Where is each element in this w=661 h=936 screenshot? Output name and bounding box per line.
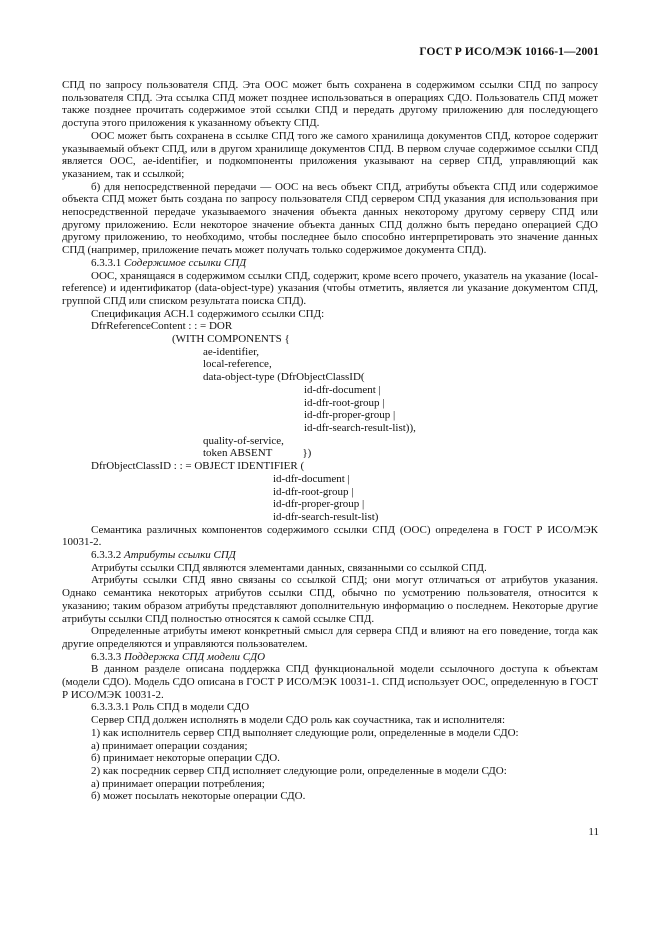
code-line: DfrReferenceContent : : = DOR <box>91 320 233 333</box>
page-header: ГОСТ Р ИСО/МЭК 10166-1—2001 <box>419 46 599 58</box>
section-heading: 6.3.3.3.1 Роль СПД в модели СДО <box>91 701 250 714</box>
section-title: Поддержка СПД модели СДО <box>124 650 266 663</box>
paragraph: Определенные атрибуты имеют конкретный смысл для сервера СПД и влияют на его поведение, тогда как другие определяются и управляются пользователем. <box>62 625 598 650</box>
section-heading <box>62 549 598 562</box>
paragraph: Семантика различных компонентов содержимого ссылки СПД (ООС) определена в ГОСТ Р ИСО/МЭК 10031-2. <box>62 523 598 549</box>
code-line: ae-identifier, <box>203 345 260 358</box>
paragraph: ООС, хранящаяся в содержимом ссылки СПД, содержит, кроме всего прочего, указатель на указание (local-reference) и идентификатор (data-object-type) указания (чтобы отметить, является ли указание документом СПД, группой СПД или списком результата поиска СПД). <box>62 269 598 307</box>
section-number: 6.3.3.2 <box>91 549 122 562</box>
section-title: Содержимое ссылки СПД <box>124 256 247 269</box>
paragraph: СПД по запросу пользователя СПД. Эта ООС может быть сохранена в содержимом ссылки СПД по запросу пользователя СПД. Эта ссылка СПД может позднее использоваться в операциях СДО. Пользователь СПД может также позднее прочитать содержимое этой ссылки СПД и передать другому приложению для последующего доступа этого приложения к указанному объекту СПД. <box>62 79 598 130</box>
code-line: id-dfr-document | <box>304 383 381 396</box>
section-number: 6.3.3.1 <box>91 256 122 269</box>
code-token: }) <box>302 447 312 460</box>
list-item: 2) как посредник сервер СПД исполняет следующие роли, определенные в модели СДО: <box>91 764 507 777</box>
paragraph: б) для непосредственной передачи — ООС на весь объект СПД, атрибуты объекта СПД или содержимое объекта СПД может быть создана по запросу пользователя СПД сервером СПД указания для использования при непосредственной передаче указываемого значения объекта данных некоторому другому серверу СПД или другому приложению. Если некоторое значение объекта данных СПД должно быть передано операцией СДО другому приложению, то необходимо, чтобы последнее было способно интерпретировать это значение данных СПД (например, приложение печать может получать только содержимое документа СПД). <box>62 180 598 257</box>
section-heading <box>62 257 598 270</box>
code-line: (WITH COMPONENTS { <box>172 333 290 346</box>
paragraph: ООС может быть сохранена в ссылке СПД того же самого хранилища документов СПД, которое содержит указываемый объект СПД, или в другом хранилище документов СПД. В первом случае содержимое ссылки СПД является ООС, ae-identifier, и подкомпоненты приложения указывают на сервер СПД, управляющий как указанием, так и ссылкой; <box>62 129 598 180</box>
list-item: б) принимает некоторые операции СДО. <box>91 752 280 765</box>
paragraph: В данном разделе описана поддержка СПД функциональной модели ссылочного доступа к объектам (модели СДО). Модель СДО описана в ГОСТ Р ИСО/МЭК 10031-1. СПД использует ООС, определенную в ГОСТ Р ИСО/МЭК 10031-2. <box>62 663 598 701</box>
code-line: id-dfr-search-result-list)), <box>304 421 416 434</box>
code-line: DfrObjectClassID : : = OBJECT IDENTIFIER ( <box>91 460 305 473</box>
section-number: 6.3.3.3 <box>91 650 122 663</box>
section-title: Атрибуты ссылки СПД <box>124 549 236 562</box>
section-heading <box>62 651 598 664</box>
paragraph: Спецификация АСН.1 содержимого ссылки СПД: <box>91 307 325 320</box>
paragraph: Атрибуты ссылки СПД явно связаны со ссылкой СПД; они могут отличаться от атрибутов указания. Однако семантика некоторых атрибутов ссылки СПД, обычно по усмотрению пользователя, относится к указанию; таким образом атрибуты представляют дополнительную информацию о последнем. Некоторые другие атрибуты ссылки СПД полностью относятся к самой ссылке СПД. <box>62 574 598 625</box>
code-line: id-dfr-root-group | <box>304 396 385 409</box>
code-line <box>62 447 598 460</box>
code-line: id-dfr-proper-group | <box>304 409 396 422</box>
code-line: id-dfr-document | <box>273 472 350 485</box>
paragraph: Атрибуты ссылки СПД являются элементами данных, связанными со ссылкой СПД. <box>91 561 487 574</box>
paragraph: Сервер СПД должен исполнять в модели СДО роль как соучастника, так и исполнителя: <box>91 714 506 727</box>
list-item: а) принимает операции потребления; <box>91 777 265 790</box>
list-item: б) может посылать некоторые операции СДО. <box>91 790 306 803</box>
code-line: data-object-type (DfrObjectClassID( <box>203 371 365 384</box>
page-number: 11 <box>588 826 599 838</box>
code-token: token ABSENT <box>203 447 273 460</box>
list-item: а) принимает операции создания; <box>91 739 248 752</box>
list-item: 1) как исполнитель сервер СПД выполняет следующие роли, определенные в модели СДО: <box>91 726 519 739</box>
page-body <box>62 79 598 803</box>
code-line: id-dfr-root-group | <box>273 485 354 498</box>
code-line: id-dfr-search-result-list) <box>273 510 379 523</box>
code-block <box>62 320 598 523</box>
code-line: id-dfr-proper-group | <box>273 498 365 511</box>
code-line: local-reference, <box>203 358 272 371</box>
code-line: quality-of-service, <box>203 434 284 447</box>
